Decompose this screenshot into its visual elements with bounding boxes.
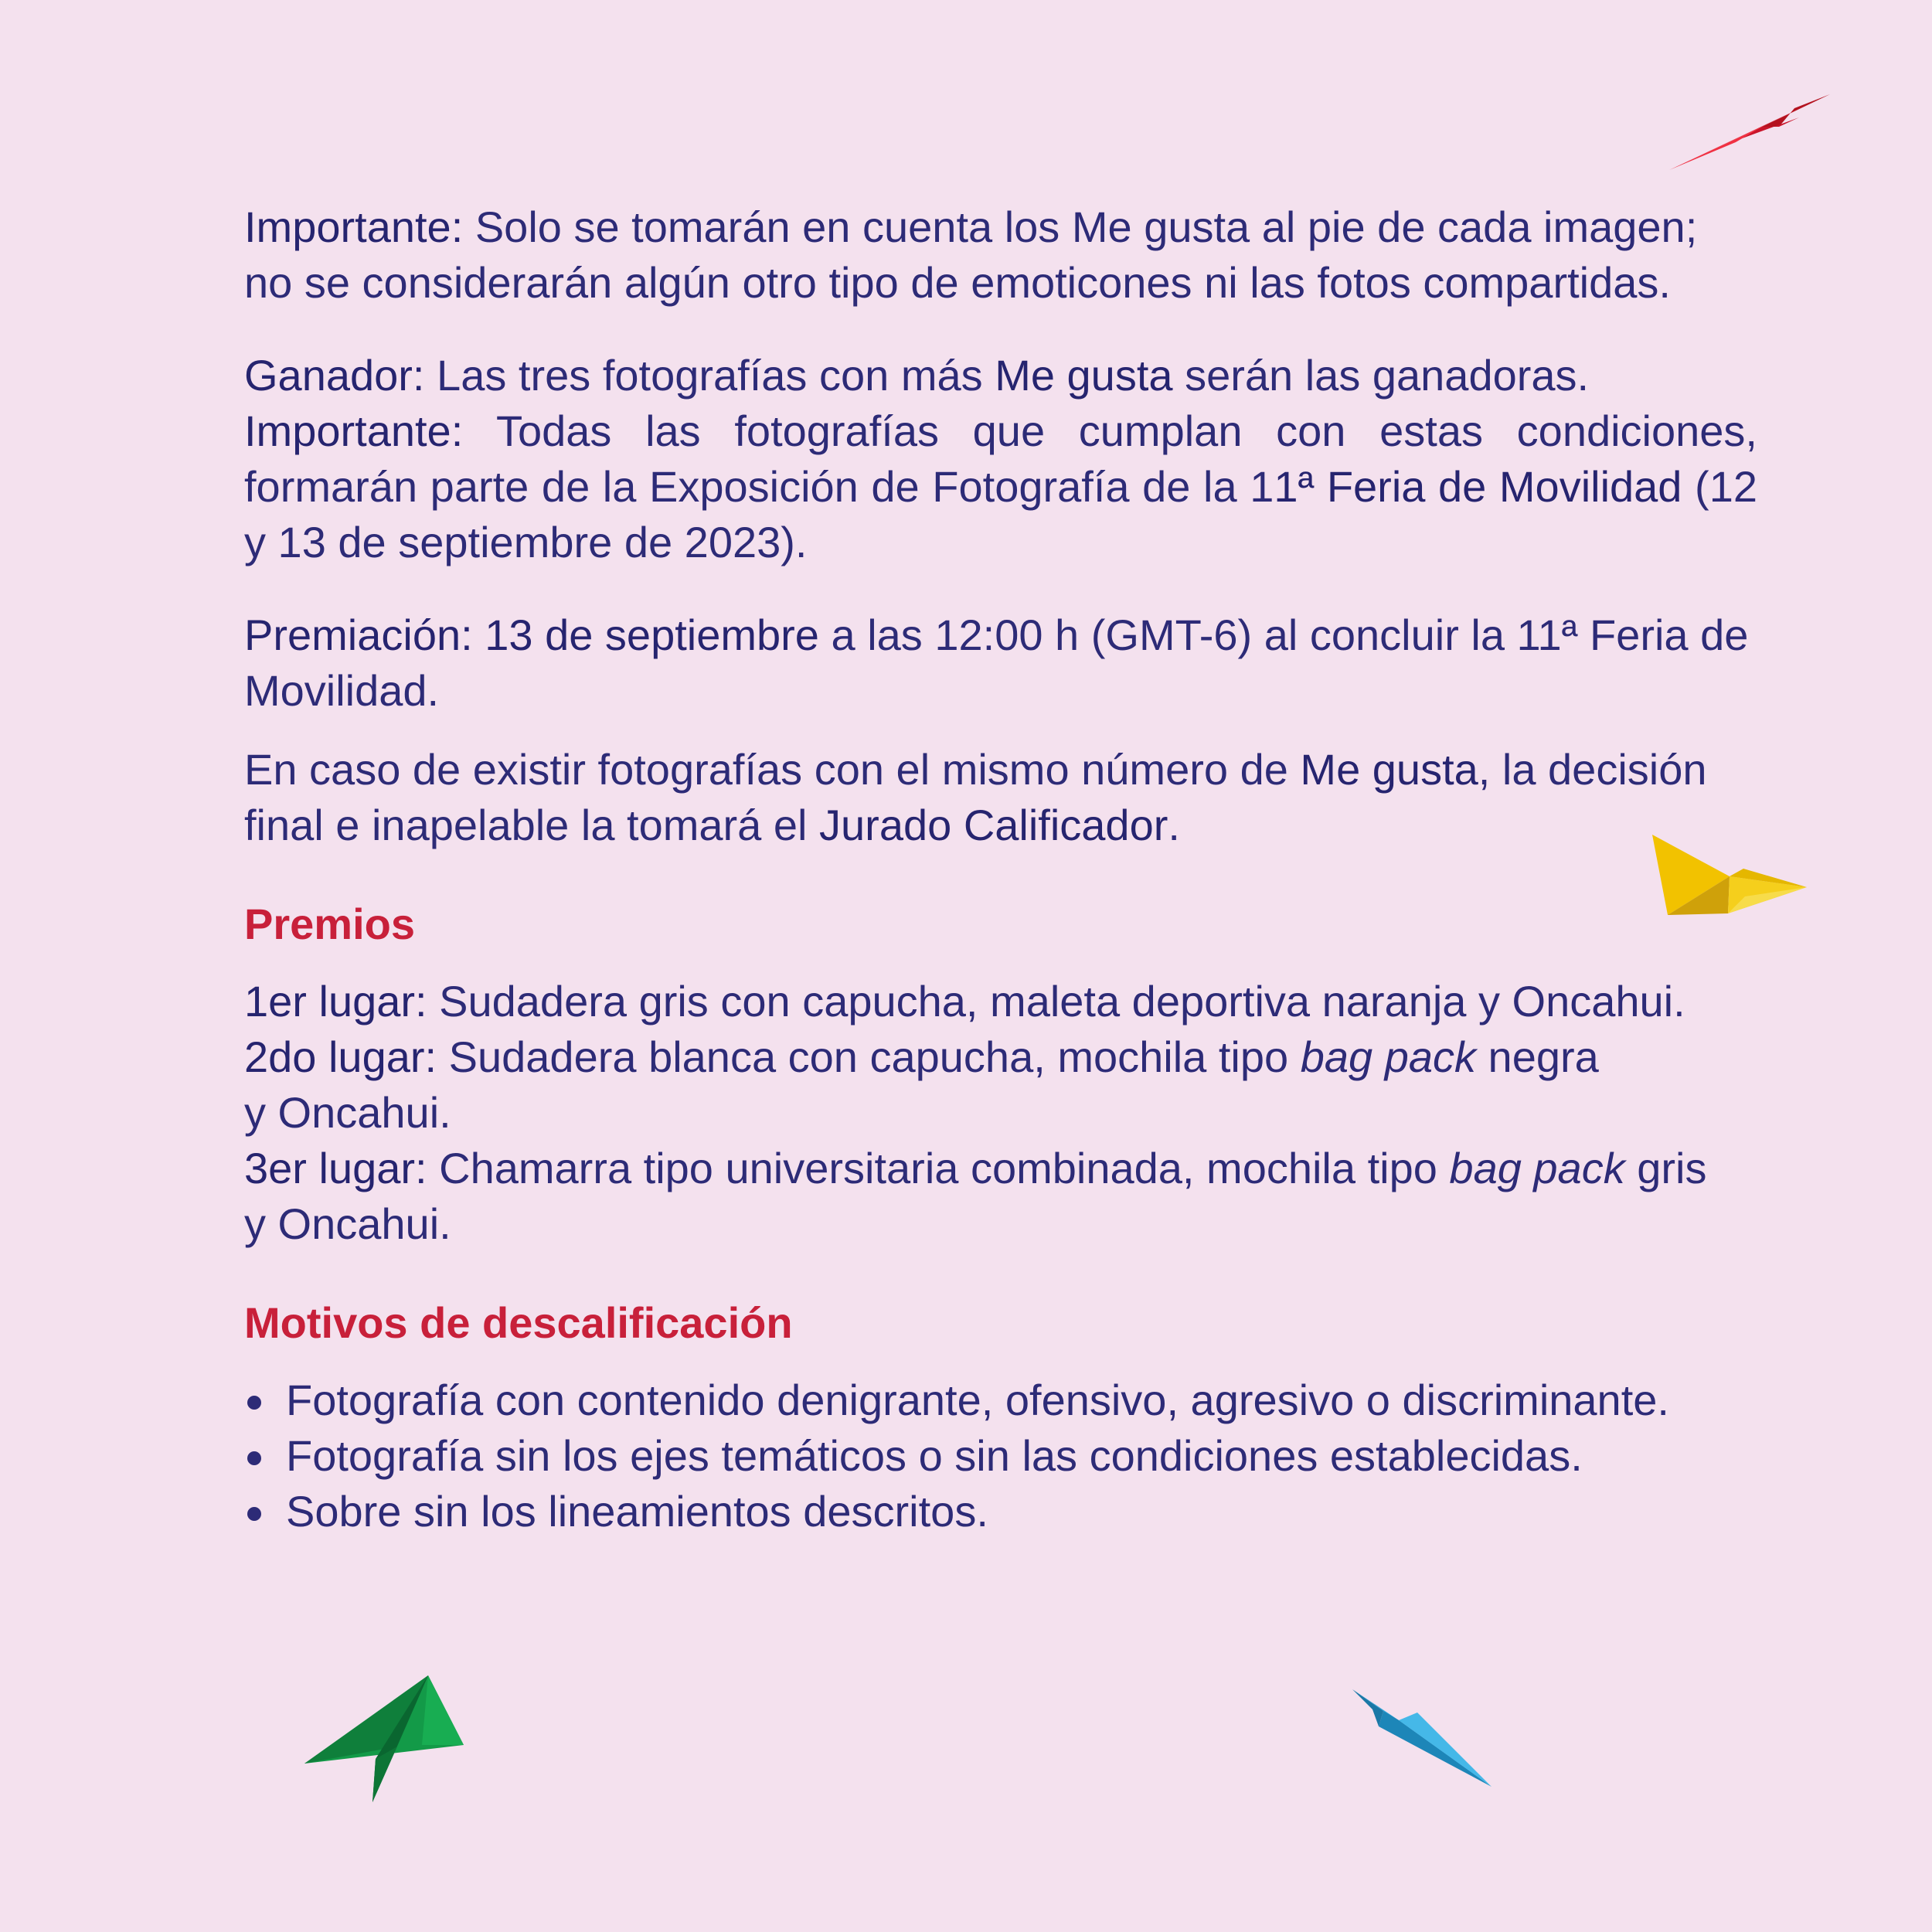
ganador-me-gusta: Me gusta: [995, 351, 1173, 400]
empate-paragraph: [244, 742, 1757, 853]
jurado-calificador: Jurado Calificador: [819, 801, 1168, 849]
importante-label: Importante:: [244, 202, 464, 251]
importante-paragraph: [244, 199, 1757, 311]
primer-lugar-text: Sudadera gris con capucha, maleta deportiva naranja y Oncahui.: [427, 977, 1685, 1026]
premio-primer-lugar: [244, 974, 1757, 1029]
list-item: Sobre sin los lineamientos descritos.: [244, 1484, 1757, 1539]
importante-text: Solo se tomarán en cuenta los Me gusta al pie de cada imagen; no se considerarán algún otro tipo de emoticones ni las fotos compartidas.: [244, 202, 1698, 307]
empate-text-1: En caso de existir fotografías con el mismo número de: [244, 745, 1301, 794]
segundo-lugar-text-2: negra: [1475, 1032, 1599, 1081]
tercer-lugar-text-2: gris: [1624, 1144, 1707, 1192]
ganador-label: Ganador:: [244, 351, 425, 400]
tercer-lugar-text-1: Chamarra tipo universitaria combinada, mochila tipo: [427, 1144, 1450, 1192]
feria-de-movilidad: 1ª Feria de Movilidad: [1274, 462, 1682, 511]
ganador-text-2: serán las ganadoras.: [1172, 351, 1590, 400]
premio-segundo-lugar: [244, 1029, 1757, 1141]
descalificacion-heading: Motivos de descalificación: [244, 1298, 793, 1347]
green-paper-plane-icon: [304, 1669, 464, 1805]
premios-heading: Premios: [244, 900, 415, 948]
importante2-text-1: Todas las fotografías que cumplan con estas condiciones, formarán parte de la Exposición de Fotografía de la 1: [244, 406, 1757, 511]
segundo-lugar-label: 2do lugar:: [244, 1032, 437, 1081]
importante2-text-2: (12 y 13 de septiembre de 2023).: [244, 462, 1757, 566]
premiacion-text: a las 12:00 h (GMT-6) al concluir la 11ª Feria de Movilidad.: [244, 611, 1749, 715]
red-paper-plane-icon: [1669, 91, 1832, 175]
segundo-lugar-text-1: Sudadera blanca con capucha, mochila tipo: [437, 1032, 1301, 1081]
segundo-lugar-text-3: y Oncahui.: [244, 1088, 451, 1137]
tercer-lugar-text-3: y Oncahui.: [244, 1199, 451, 1248]
list-item: Fotografía sin los ejes temáticos o sin las condiciones establecidas.: [244, 1428, 1757, 1484]
premio-tercer-lugar: [244, 1141, 1757, 1252]
premiacion-label: Premiación: 13 de septiembre: [244, 611, 819, 659]
blue-paper-plane-icon: [1352, 1689, 1492, 1788]
segundo-lugar-bag-pack: bag pack: [1300, 1032, 1476, 1081]
ganador-text-1: Las tres fotografías con más: [424, 351, 995, 400]
tercer-lugar-label: 3er lugar:: [244, 1144, 427, 1192]
descalificacion-list: [244, 1372, 1757, 1539]
empate-text-3: .: [1168, 801, 1180, 849]
empate-text-2: , la decisión final e inapelable la tomará el: [244, 745, 1707, 849]
list-item: Fotografía con contenido denigrante, ofensivo, agresivo o discriminante.: [244, 1372, 1757, 1428]
ganador-paragraph: [244, 348, 1757, 403]
importante2-label: Importante:: [244, 406, 464, 455]
rules-document: [244, 199, 1757, 1539]
tercer-lugar-bag-pack: bag pack: [1449, 1144, 1625, 1192]
empate-me-gusta: Me gusta: [1300, 745, 1478, 794]
exposicion-paragraph: [244, 403, 1757, 570]
primer-lugar-label: 1er lugar:: [244, 977, 427, 1026]
premiacion-paragraph: [244, 607, 1757, 719]
